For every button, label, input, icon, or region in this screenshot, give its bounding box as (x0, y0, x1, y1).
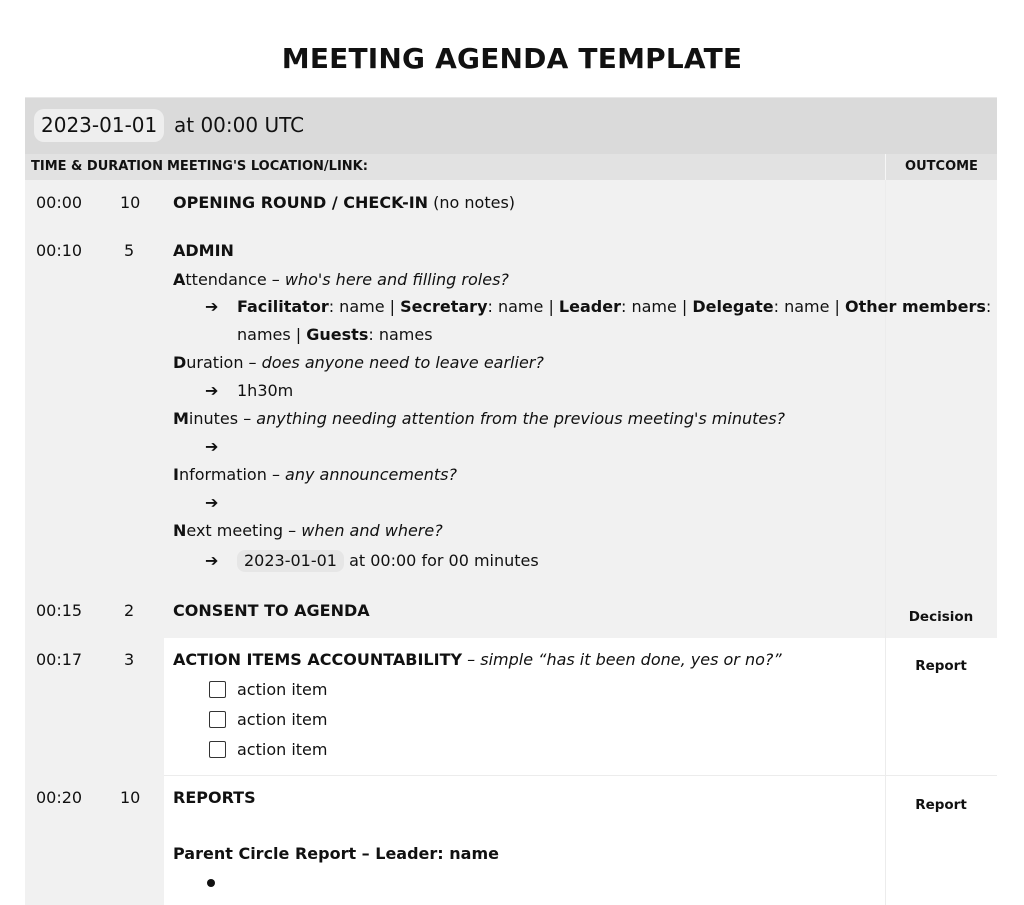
admin-time: 00:10 (36, 241, 83, 260)
opening-row (173, 192, 515, 214)
page-title: MEETING AGENDA TEMPLATE (281, 42, 743, 75)
arrow-icon: ➔ (205, 381, 219, 400)
consent-time: 00:15 (36, 601, 83, 620)
meeting-date-chip[interactable]: 2023-01-01 (34, 109, 164, 142)
opening-title: OPENING ROUND / CHECK-IN (173, 193, 429, 212)
consent-duration: 2 (124, 601, 135, 620)
opening-time: 00:00 (36, 193, 83, 212)
duration-answer: 1h30m (237, 381, 294, 400)
minutes-question: Minutes – anything needing attention from the previous meeting's minutes? (173, 409, 786, 428)
column-header-row (25, 154, 997, 180)
column-time-duration: TIME & DURATION (31, 159, 163, 174)
checkbox[interactable] (209, 741, 226, 758)
parent-circle-report: Parent Circle Report – Leader: name (173, 844, 499, 863)
opening-note: (no notes) (433, 193, 516, 212)
arrow-icon: ➔ (205, 551, 219, 570)
reports-outcome: Report (915, 797, 967, 813)
actions-time: 00:17 (36, 650, 83, 669)
reports-title: REPORTS (173, 788, 256, 807)
meeting-time: at 00:00 UTC (174, 113, 305, 137)
agenda-table (25, 97, 997, 905)
next-meeting-question: Next meeting – when and where? (173, 521, 443, 540)
actions-duration: 3 (124, 650, 135, 669)
reports-time: 00:20 (36, 788, 83, 807)
admin-title: ADMIN (173, 241, 234, 260)
checklist-item: action item (237, 680, 328, 699)
checkbox[interactable] (209, 711, 226, 728)
column-outcome: OUTCOME (885, 154, 997, 180)
actions-row (173, 649, 782, 671)
attendance-line: Attendance – who's here and filling roles? (173, 270, 509, 289)
duration-question: Duration – does anyone need to leave earlier? (173, 353, 544, 372)
consent-outcome: Decision (908, 609, 974, 625)
checkbox[interactable] (209, 681, 226, 698)
column-location: MEETING'S LOCATION/LINK: (167, 159, 368, 174)
reports-duration: 10 (120, 788, 141, 807)
consent-title: CONSENT TO AGENDA (173, 601, 370, 620)
actions-note: – simple “has it been done, yes or no?” (462, 650, 782, 669)
checklist-item: action item (237, 710, 328, 729)
meeting-header (25, 97, 997, 154)
admin-duration: 5 (124, 241, 135, 260)
actions-title: ACTION ITEMS ACCOUNTABILITY (173, 650, 463, 669)
row-divider (164, 775, 997, 776)
actions-outcome: Report (915, 658, 967, 674)
roles-line-1: Facilitator: name | Secretary: name | Leader: name | Delegate: name | Other members: (237, 297, 992, 316)
bullet-icon (207, 879, 215, 887)
information-question: Information – any announcements? (173, 465, 457, 484)
arrow-icon: ➔ (205, 493, 219, 512)
next-meeting-date-chip[interactable]: 2023-01-01 (237, 550, 344, 572)
arrow-icon: ➔ (205, 297, 219, 316)
opening-duration: 10 (120, 193, 141, 212)
next-meeting-line: 2023-01-01 at 00:00 for 00 minutes (237, 550, 539, 572)
checklist-item: action item (237, 740, 328, 759)
roles-line-2: names | Guests: names (237, 325, 433, 344)
arrow-icon: ➔ (205, 437, 219, 456)
